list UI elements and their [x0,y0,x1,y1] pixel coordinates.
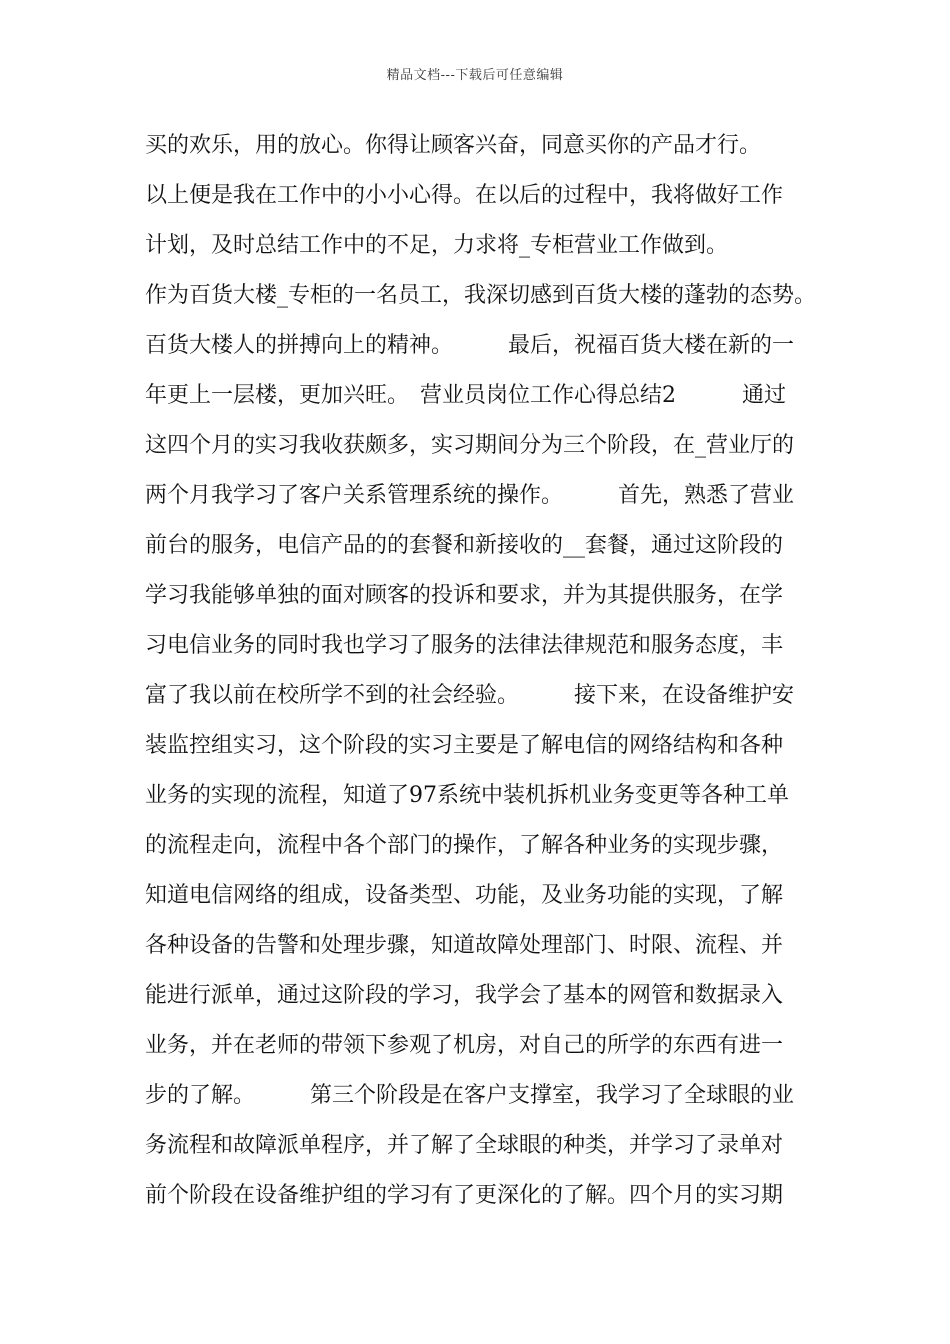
page-header: 精品文档---下载后可任意编辑 [386,68,564,83]
text-line: 以上便是我在工作中的小小心得。在以后的过程中，我将做好工作 [145,183,784,208]
text-line: 计划，及时总结工作中的不足，力求将_专柜营业工作做到。 [145,233,729,258]
text-line: 前个阶段在设备维护组的学习有了更深化的了解。四个月的实习期 [145,1183,784,1208]
document-body [145,128,825,1228]
text-line: 买的欢乐，用的放心。你得让顾客兴奋，同意买你的产品才行。 [145,133,762,158]
text-line: 各种设备的告警和处理步骤，知道故障处理部门、时限、流程、并 [145,933,784,958]
text-line: 学习我能够单独的面对顾客的投诉和要求，并为其提供服务，在学 [145,583,784,608]
text-line: 两个月我学习了客户关系管理系统的操作。 首先，熟悉了营业 [145,483,795,508]
text-line: 知道电信网络的组成，设备类型、功能，及业务功能的实现，了解 [145,883,784,908]
text-line: 装监控组实习，这个阶段的实习主要是了解电信的网络结构和各种 [145,733,784,758]
text-line: 前台的服务，电信产品的的套餐和新接收的__套餐，通过这阶段的 [145,533,784,558]
text-line: 的流程走向，流程中各个部门的操作，了解各种业务的实现步骤， [145,833,784,858]
text-line: 业务的实现的流程，知道了97系统中装机拆机业务变更等各种工单 [145,783,789,808]
text-line: 务流程和故障派单程序，并了解了全球眼的种类，并学习了录单对 [145,1133,784,1158]
text-line: 年更上一层楼，更加兴旺。 营业员岗位工作心得总结2 通过 [145,383,786,408]
text-line: 作为百货大楼_专柜的一名员工，我深切感到百货大楼的蓬勃的态势。 [145,283,817,308]
text-line: 百货大楼人的拼搏向上的精神。 最后，祝福百货大楼在新的一 [145,333,795,358]
text-line: 能进行派单，通过这阶段的学习，我学会了基本的网管和数据录入 [145,983,784,1008]
text-line: 这四个月的实习我收获颇多，实习期间分为三个阶段，在_营业厅的 [145,433,795,458]
text-line: 富了我以前在校所学不到的社会经验。 接下来，在设备维护安 [145,683,795,708]
text-line: 习电信业务的同时我也学习了服务的法律法律规范和服务态度，丰 [145,633,784,658]
text-line: 业务，并在老师的带领下参观了机房，对自己的所学的东西有进一 [145,1033,784,1058]
text-line: 步的了解。 第三个阶段是在客户支撑室，我学习了全球眼的业 [145,1083,795,1108]
